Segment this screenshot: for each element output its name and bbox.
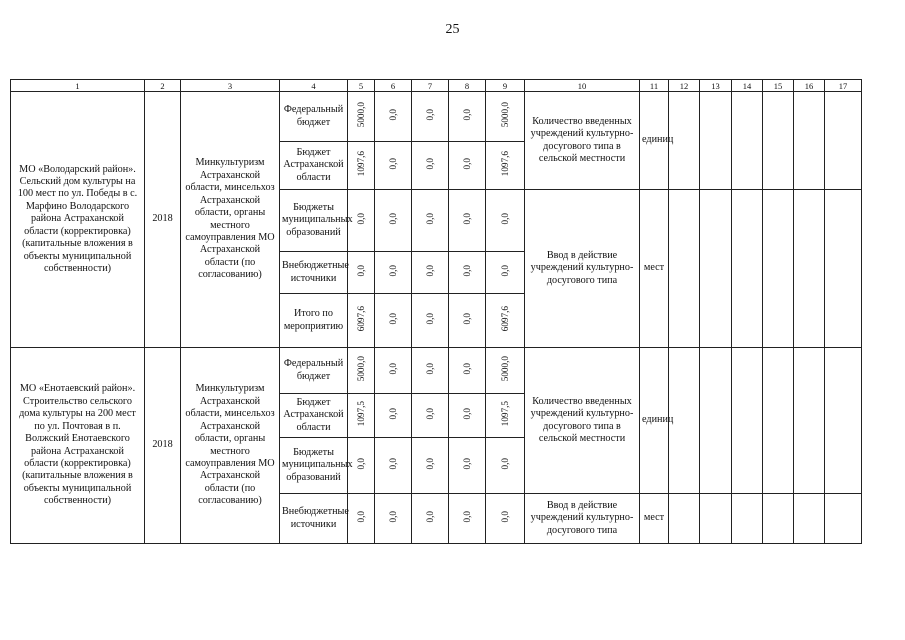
funding-source: Итого по мероприятию xyxy=(280,294,348,348)
column-header: 8 xyxy=(449,80,486,92)
table-row xyxy=(11,92,862,142)
value-col6: 0,0 xyxy=(388,362,398,375)
value-col9: 0,0 xyxy=(500,457,510,470)
value-col7: 0,0 xyxy=(425,157,435,170)
measure-executor: Минкультуризм Астраханской области, минсельхоз Астраханской области, органы местного самоуправления МО Астраханской области (по согласованию) xyxy=(181,92,280,348)
value-cell xyxy=(375,142,412,190)
empty-cell xyxy=(794,190,825,348)
value-cell xyxy=(486,394,525,438)
value-col9: 5000,0 xyxy=(500,101,510,127)
empty-cell xyxy=(700,494,732,544)
value-cell xyxy=(348,252,375,294)
empty-cell xyxy=(732,92,763,190)
value-cell xyxy=(348,394,375,438)
value-col6: 0,0 xyxy=(388,212,398,225)
value-col9: 1097,5 xyxy=(500,400,510,426)
indicator: Ввод в действие учреждений культурно-досугового типа xyxy=(525,494,640,544)
value-cell xyxy=(486,438,525,494)
value-cell xyxy=(449,142,486,190)
indicator-unit: единиц xyxy=(640,92,669,190)
program-table xyxy=(10,79,862,544)
value-cell xyxy=(412,494,449,544)
value-col6: 0,0 xyxy=(388,312,398,325)
funding-source: Внебюджетные источники xyxy=(280,252,348,294)
column-header: 3 xyxy=(181,80,280,92)
table-row xyxy=(11,348,862,394)
funding-source: Бюджеты муниципальных образований xyxy=(280,190,348,252)
column-header: 15 xyxy=(763,80,794,92)
empty-cell xyxy=(700,190,732,348)
indicator-unit: мест xyxy=(640,190,669,348)
value-col6: 0,0 xyxy=(388,457,398,470)
value-col8: 0,0 xyxy=(462,312,472,325)
column-header: 13 xyxy=(700,80,732,92)
measure-year: 2018 xyxy=(145,92,181,348)
value-col8: 0,0 xyxy=(462,264,472,277)
empty-cell xyxy=(763,348,794,494)
value-cell xyxy=(412,92,449,142)
empty-cell xyxy=(825,92,862,190)
value-cell xyxy=(412,438,449,494)
value-col9: 5000,0 xyxy=(500,355,510,381)
value-col8: 0,0 xyxy=(462,108,472,121)
column-header: 14 xyxy=(732,80,763,92)
value-col7: 0,0 xyxy=(425,264,435,277)
value-cell xyxy=(348,348,375,394)
value-cell xyxy=(449,394,486,438)
funding-source: Бюджеты муниципальных образований xyxy=(280,438,348,494)
empty-cell xyxy=(700,92,732,190)
value-total-2018: 0,0 xyxy=(356,212,366,225)
measure-description: МО «Володарский район». Сельский дом культуры на 100 мест по ул. Победы в с. Марфино Володарского района Астраханской области (корректировка) (капитальные вложения в объекты муниципальной собственности) xyxy=(11,92,145,348)
column-header: 5 xyxy=(348,80,375,92)
empty-cell xyxy=(763,92,794,190)
value-cell xyxy=(375,494,412,544)
column-header: 16 xyxy=(794,80,825,92)
value-cell xyxy=(375,294,412,348)
value-cell xyxy=(348,142,375,190)
value-col6: 0,0 xyxy=(388,264,398,277)
indicator: Ввод в действие учреждений культурно-досугового типа xyxy=(525,190,640,348)
empty-cell xyxy=(794,494,825,544)
measure-description: МО «Енотаевский район». Строительство сельского дома культуры на 200 мест по ул. Почтовая в п. Волжский Енотаевского района Астраханской области (корректировка) (капитальные вложения в объекты муниципальной собственности) xyxy=(11,348,145,544)
value-cell xyxy=(348,494,375,544)
value-col7: 0,0 xyxy=(425,108,435,121)
measure-executor: Минкультуризм Астраханской области, минсельхоз Астраханской области, органы местного самоуправления МО Астраханской области (по согласованию) xyxy=(181,348,280,544)
value-total-2018: 5000,0 xyxy=(356,355,366,381)
measure-year: 2018 xyxy=(145,348,181,544)
empty-cell xyxy=(794,348,825,494)
column-header: 9 xyxy=(486,80,525,92)
funding-source: Внебюджетные источники xyxy=(280,494,348,544)
value-cell xyxy=(449,494,486,544)
funding-source: Бюджет Астраханской области xyxy=(280,142,348,190)
empty-cell xyxy=(732,348,763,494)
column-header: 12 xyxy=(669,80,700,92)
value-col9: 1097,6 xyxy=(500,150,510,176)
column-header: 11 xyxy=(640,80,669,92)
value-col7: 0,0 xyxy=(425,362,435,375)
value-cell xyxy=(412,190,449,252)
empty-cell xyxy=(825,348,862,494)
empty-cell xyxy=(669,190,700,348)
empty-cell xyxy=(732,190,763,348)
column-header: 10 xyxy=(525,80,640,92)
column-header: 2 xyxy=(145,80,181,92)
indicator-unit: мест xyxy=(640,494,669,544)
value-col6: 0,0 xyxy=(388,108,398,121)
indicator-unit: единиц xyxy=(640,348,669,494)
value-cell xyxy=(449,438,486,494)
empty-cell xyxy=(700,348,732,494)
column-number-row xyxy=(11,80,862,92)
column-header: 7 xyxy=(412,80,449,92)
value-col9: 0,0 xyxy=(500,264,510,277)
value-cell xyxy=(412,394,449,438)
value-col6: 0,0 xyxy=(388,157,398,170)
value-cell xyxy=(375,394,412,438)
value-cell xyxy=(449,92,486,142)
value-col7: 0,0 xyxy=(425,212,435,225)
value-col7: 0,0 xyxy=(425,312,435,325)
empty-cell xyxy=(669,494,700,544)
value-col8: 0,0 xyxy=(462,362,472,375)
column-header: 17 xyxy=(825,80,862,92)
indicator: Количество введенных учреждений культурно-досугового типа в сельской местности xyxy=(525,92,640,190)
value-col6: 0,0 xyxy=(388,407,398,420)
value-col8: 0,0 xyxy=(462,212,472,225)
value-col8: 0,0 xyxy=(462,157,472,170)
empty-cell xyxy=(763,494,794,544)
value-cell xyxy=(449,348,486,394)
value-cell xyxy=(486,92,525,142)
value-cell xyxy=(486,190,525,252)
empty-cell xyxy=(763,190,794,348)
empty-cell xyxy=(732,494,763,544)
empty-cell xyxy=(825,494,862,544)
empty-cell xyxy=(794,92,825,190)
value-cell xyxy=(375,252,412,294)
value-cell xyxy=(486,348,525,394)
value-total-2018: 0,0 xyxy=(356,457,366,470)
value-cell xyxy=(375,348,412,394)
value-col7: 0,0 xyxy=(425,457,435,470)
indicator: Количество введенных учреждений культурно-досугового типа в сельской местности xyxy=(525,348,640,494)
value-col8: 0,0 xyxy=(462,407,472,420)
page-number: 25 xyxy=(445,22,460,37)
value-col9: 6097,6 xyxy=(500,305,510,331)
value-cell xyxy=(486,294,525,348)
value-cell xyxy=(486,252,525,294)
column-header: 6 xyxy=(375,80,412,92)
value-cell xyxy=(449,294,486,348)
value-col7: 0,0 xyxy=(425,407,435,420)
value-cell xyxy=(412,294,449,348)
value-cell xyxy=(412,252,449,294)
value-cell xyxy=(375,438,412,494)
value-col7: 0,0 xyxy=(425,510,435,523)
value-col8: 0,0 xyxy=(462,457,472,470)
value-cell xyxy=(449,252,486,294)
value-total-2018: 6097,6 xyxy=(356,305,366,331)
value-total-2018: 1097,6 xyxy=(356,150,366,176)
column-header: 1 xyxy=(11,80,145,92)
empty-cell xyxy=(669,348,700,494)
value-col6: 0,0 xyxy=(388,510,398,523)
value-cell xyxy=(486,494,525,544)
value-cell xyxy=(412,142,449,190)
value-cell xyxy=(375,92,412,142)
empty-cell xyxy=(669,92,700,190)
value-total-2018: 0,0 xyxy=(356,264,366,277)
value-cell xyxy=(486,142,525,190)
value-cell xyxy=(348,294,375,348)
value-col9: 0,0 xyxy=(500,212,510,225)
funding-source: Бюджет Астраханской области xyxy=(280,394,348,438)
value-col8: 0,0 xyxy=(462,510,472,523)
value-total-2018: 1097,5 xyxy=(356,400,366,426)
value-cell xyxy=(412,348,449,394)
funding-source: Федеральный бюджет xyxy=(280,92,348,142)
value-cell xyxy=(375,190,412,252)
empty-cell xyxy=(825,190,862,348)
value-total-2018: 5000,0 xyxy=(356,101,366,127)
value-total-2018: 0,0 xyxy=(356,510,366,523)
value-cell xyxy=(348,92,375,142)
value-cell xyxy=(449,190,486,252)
funding-source: Федеральный бюджет xyxy=(280,348,348,394)
column-header: 4 xyxy=(280,80,348,92)
value-col9: 0,0 xyxy=(500,510,510,523)
